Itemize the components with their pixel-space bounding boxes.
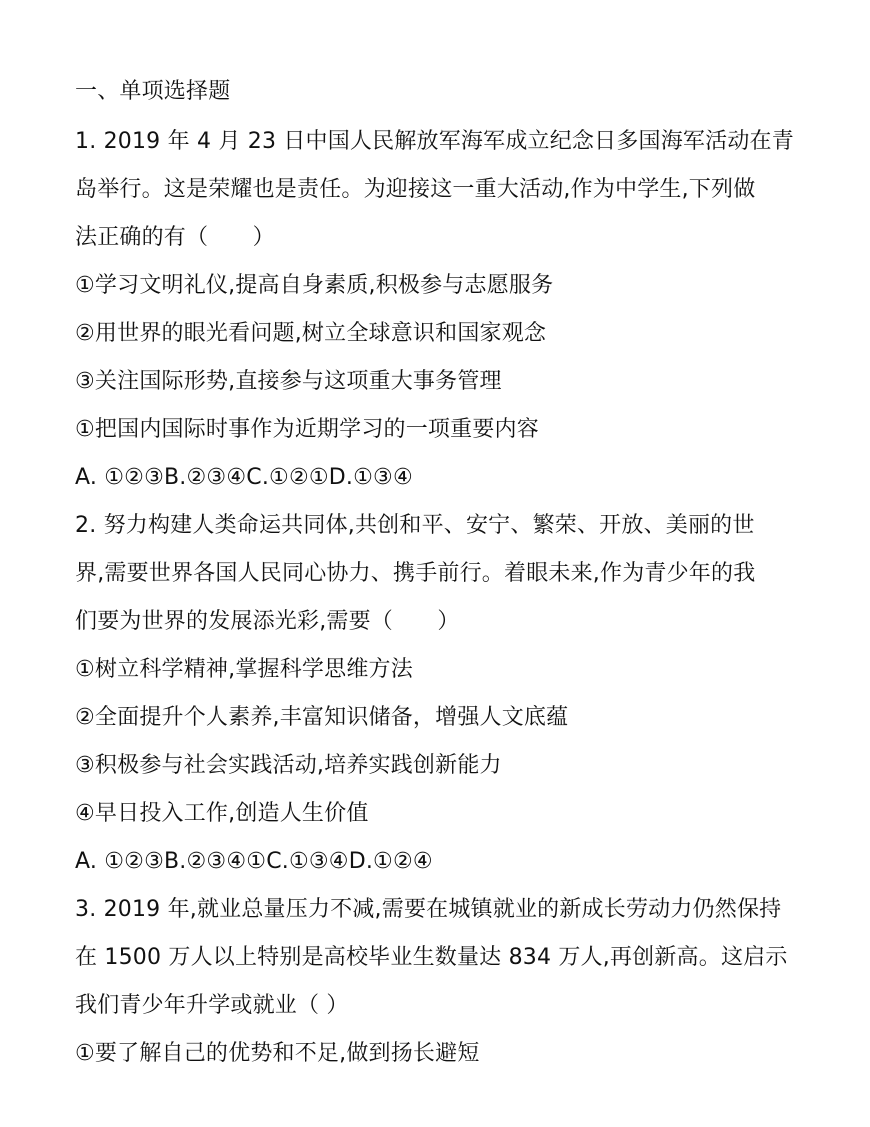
question-1-option-3: ③关注国际形势,直接参与这项重大事务管理 [75, 369, 502, 394]
question-1-option-4: ①把国内国际时事作为近期学习的一项重要内容 [75, 417, 539, 442]
section-title: 一、单项选择题 [75, 79, 231, 104]
question-1-answer-choices: A. ①②③B.②③④C.①②①D.①③④ [75, 465, 413, 490]
question-1-stem-line-3: 法正确的有（ ） [75, 225, 275, 250]
question-2-option-3: ③积极参与社会实践活动,培养实践创新能力 [75, 753, 502, 778]
question-3-stem-line-3: 我们青少年升学或就业（ ） [75, 993, 349, 1018]
question-2-stem-line-2: 界,需要世界各国人民同心协力、携手前行。着眼未来,作为青少年的我 [75, 561, 756, 586]
question-2-stem-line-3: 们要为世界的发展添光彩,需要（ ） [75, 609, 460, 634]
question-2-option-4: ④早日投入工作,创造人生价值 [75, 801, 369, 826]
question-1-option-1: ①学习文明礼仪,提高自身素质,积极参与志愿服务 [75, 273, 554, 298]
question-2-option-2: ②全面提升个人素养,丰富知识储备，增强人文底蕴 [75, 705, 569, 730]
question-2-option-1: ①树立科学精神,掌握科学思维方法 [75, 657, 413, 682]
question-2-answer-choices: A. ①②③B.②③④①C.①③④D.①②④ [75, 849, 433, 874]
exam-page [75, 68, 815, 1078]
question-3-option-1: ①要了解自己的优势和不足,做到扬长避短 [75, 1041, 480, 1066]
question-1 [75, 118, 815, 502]
question-3 [75, 886, 815, 1078]
question-2 [75, 502, 815, 886]
question-3-stem-line-1: 3. 2019 年,就业总量压力不减,需要在城镇就业的新成长劳动力仍然保持 [75, 897, 782, 922]
question-1-stem-line-1: 1. 2019 年 4 月 23 日中国人民解放军海军成立纪念日多国海军活动在青 [75, 129, 794, 154]
question-3-stem-line-2: 在 1500 万人以上特别是高校毕业生数量达 834 万人,再创新高。这启示 [75, 945, 788, 970]
question-1-stem-line-2: 岛举行。这是荣耀也是责任。为迎接这一重大活动,作为中学生,下列做 [75, 177, 756, 202]
question-1-option-2: ②用世界的眼光看问题,树立全球意识和国家观念 [75, 321, 547, 346]
question-2-stem-line-1: 2. 努力构建人类命运共同体,共创和平、安宁、繁荣、开放、美丽的世 [75, 513, 755, 538]
